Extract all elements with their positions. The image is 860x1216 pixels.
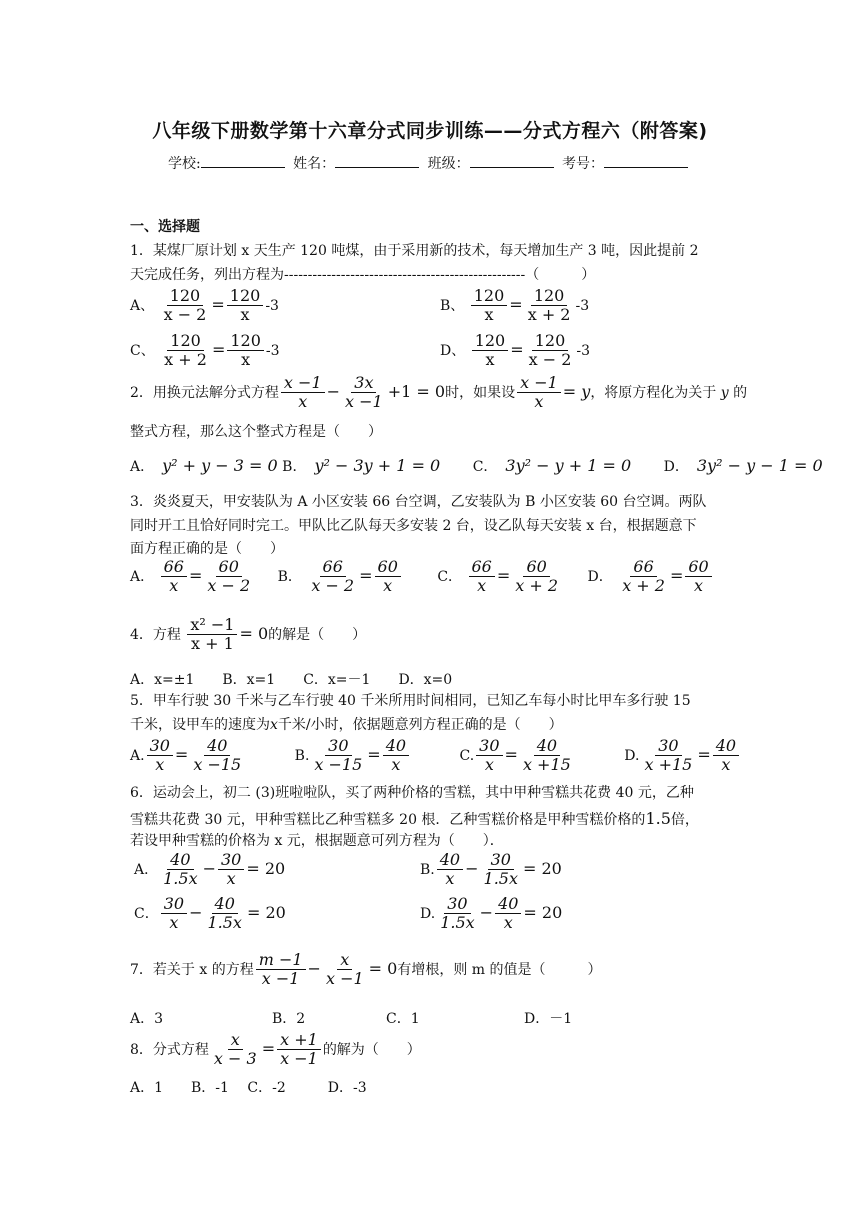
q5-options: A. $\frac{30}{x}$ = $\frac{40}{x -15}$ B. $\frac{30}{x -15}$ = $\frac{40}{x}$ C. $\frac{30}{x}$ = $\frac{40}{x +15}$ D. $\frac{30}{x +15}$ = $\frac{40}{x}$ <box>130 737 741 775</box>
q2-text-line1: 2．用换元法解分式方程 $\frac{x -1}{x}$ − $\frac{3x}{x -1}$ +1 = 0时，如果设 $\frac{x -1}{x}$ = y，将原方程化为关于 y 的 <box>130 373 748 412</box>
class-blank[interactable] <box>470 155 554 168</box>
section-heading: 一、选择题 <box>130 219 200 235</box>
q6-text-line2: 雪糕共花费 30 元，甲种雪糕比乙种雪糕多 20 根．乙种雪糕价格是甲种雪糕价格的1.5倍， <box>130 809 699 828</box>
q5-text-line2: 千米，设甲车的速度为x千米/小时，依据题意列方程正确的是（ ） <box>130 717 563 733</box>
q3-text-line2: 同时开工且恰好同时完工。甲队比乙队每天多安装 2 台，设乙队每天安装 x 台，根据题意下 <box>130 518 697 534</box>
fraction: $\frac{120}{x}$ <box>227 287 264 325</box>
q2-text-line2: 整式方程，那么这个整式方程是（ ） <box>130 424 382 440</box>
q8-options: A．1 B．-1 C．-2 D．-3 <box>130 1080 367 1096</box>
q1-option-a: A、 $\frac{120}{x - 2}$ = $\frac{120}{x}$ -3 <box>130 286 279 325</box>
school-label: 学校: <box>167 156 201 172</box>
fraction: $\frac{120}{x}$ <box>227 332 264 370</box>
class-label: 班级： <box>427 156 470 172</box>
q7-text: 7．若关于 x 的方程 $\frac{m -1}{x -1}$ − $\frac{x}{x -1}$ = 0有增根，则 m 的值是（ ） <box>130 950 602 989</box>
option-label: C、 <box>130 342 155 359</box>
q3-text-line1: 3．炎炎夏天，甲安装队为 A 小区安装 66 台空调，乙安装队为 B 小区安装 60 台空调。两队 <box>130 494 707 510</box>
fraction: $\frac{120}{x}$ <box>471 287 508 325</box>
q3-options: A． $\frac{66}{x}$ = $\frac{60}{x - 2}$ B． $\frac{66}{x - 2}$ = $\frac{60}{x}$ C． $\frac{66}{x}$ = $\frac{60}{x + 2}$ D． $\frac{66}{x + 2}$ = $\frac{60}{x}$ <box>130 558 714 596</box>
fraction: $\frac{x -1}{x}$ <box>281 374 325 412</box>
q6-option-a: A． $\frac{40}{1.5x}$ − $\frac{30}{x}$ = 20 <box>134 850 286 889</box>
q1-text-line1: 1．某煤厂原计划 x 天生产 120 吨煤，由于采用新的技术，每天增加生产 3 吨，因此提前 2 <box>130 243 699 259</box>
option-label: B、 <box>440 297 465 314</box>
q2-options: A． y² + y − 3 = 0 B． y² − 3y + 1 = 0 C． 3y² − y + 1 = 0 D． 3y² − y − 1 = 0 <box>130 456 823 475</box>
fraction: $\frac{120}{x + 2}$ <box>164 331 207 370</box>
exam-no-blank[interactable] <box>604 155 688 168</box>
option-label: D、 <box>440 342 466 359</box>
q7-options: A．3 B．2 C．1 D．－1 <box>130 1011 573 1027</box>
q1-option-d: D、 $\frac{120}{x}$ = $\frac{120}{x - 2}$ -3 <box>440 331 591 370</box>
name-blank[interactable] <box>335 155 419 168</box>
q8-text: 8．分式方程 $\frac{x}{x - 3}$ = $\frac{x +1}{x -1}$ 的解为（ ） <box>130 1030 421 1069</box>
option-label: A、 <box>130 297 155 314</box>
name-label: 姓名： <box>293 156 336 172</box>
fraction: $\frac{3x}{x -1}$ <box>345 373 383 412</box>
fraction: $\frac{120}{x}$ <box>472 332 509 370</box>
fraction: $\frac{120}{x - 2}$ <box>163 286 207 325</box>
q6-option-b: B. $\frac{40}{x}$ − $\frac{30}{1.5x}$ = 20 <box>420 850 562 889</box>
q4-text: 4．方程 $\frac{\text{x² −1}}{x + 1}$ = 0的解是（ ） <box>130 615 367 654</box>
q5-text-line1: 5．甲车行驶 30 千米与乙车行驶 40 千米所用时间相同，已知乙车每小时比甲车多行驶 15 <box>130 693 691 709</box>
student-info-line <box>0 153 860 173</box>
q3-text-line3: 面方程正确的是（ ） <box>130 541 284 557</box>
fraction: $\frac{120}{x - 2}$ <box>528 331 572 370</box>
q1-text-line2: 天完成任务，列出方程为---------------------------------------------------（ ） <box>130 267 596 283</box>
school-blank[interactable] <box>201 155 285 168</box>
q6-option-d: D. $\frac{30}{1.5x}$ − $\frac{40}{x}$ = 20 <box>420 894 563 933</box>
q6-text-line1: 6．运动会上，初二 (3)班啦啦队，买了两种价格的雪糕，其中甲种雪糕共花费 40 元，乙种 <box>130 785 694 801</box>
q1-option-c: C、 $\frac{120}{x + 2}$ = $\frac{120}{x}$ -3 <box>130 331 280 370</box>
fraction: $\frac{120}{x + 2}$ <box>527 286 571 325</box>
q6-text-line3: 若设甲种雪糕的价格为 x 元，根据题意可列方程为（ ）． <box>130 833 504 849</box>
q6-option-c: C． $\frac{30}{x}$ − $\frac{40}{1.5x}$ = 20 <box>134 894 286 933</box>
document-title: 八年级下册数学第十六章分式同步训练——分式方程六（附答案) <box>152 120 708 142</box>
q4-options: A．x=±1 B．x=1 C．x=－1 D．x=0 <box>130 672 453 688</box>
exam-no-label: 考号： <box>562 156 605 172</box>
fraction: $\frac{x -1}{x}$ <box>517 374 561 412</box>
q1-option-b: B、 $\frac{120}{x}$ = $\frac{120}{x + 2}$ -3 <box>440 286 590 325</box>
